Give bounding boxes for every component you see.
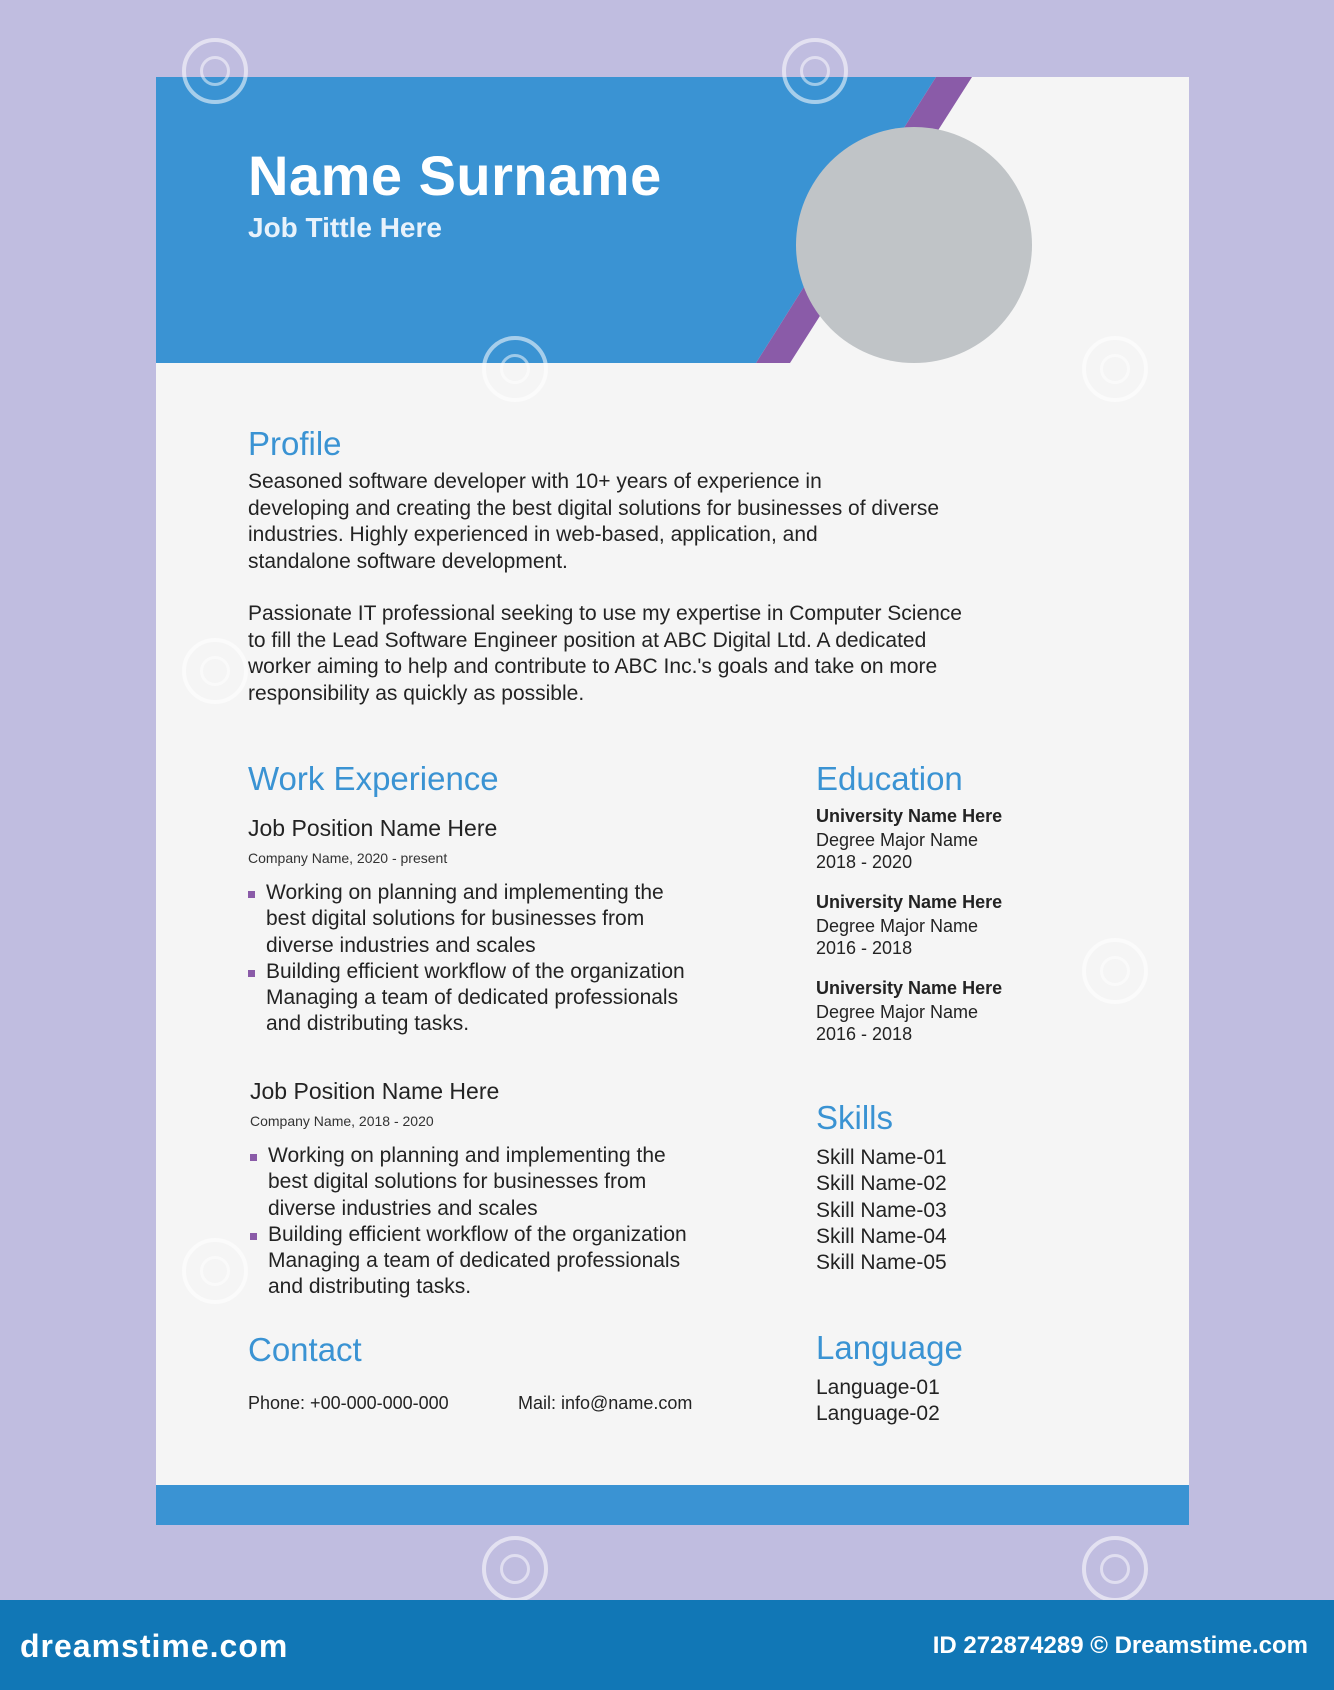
job-bullet (248, 959, 685, 1038)
contact-phone: Phone: +00-000-000-000 (248, 1393, 449, 1413)
skill-item: Skill Name-03 (816, 1198, 947, 1222)
bullet-line: and distributing tasks. (266, 1012, 470, 1036)
profile-line: worker aiming to help and contribute to ABC Inc.'s goals and take on more (248, 655, 938, 678)
watermark-logo: dreamstime.com (20, 1628, 289, 1664)
watermark-id: ID 272874289 © Dreamstime.com (932, 1632, 1308, 1659)
education-years: 2016 - 2018 (816, 1024, 913, 1044)
education-degree: Degree Major Name (816, 830, 979, 850)
bullet-line: Building efficient workflow of the organization (266, 959, 685, 983)
skill-item: Skill Name-02 (816, 1172, 947, 1196)
bullet-square-icon (250, 1154, 257, 1161)
skill-item: Skill Name-01 (816, 1146, 947, 1169)
language-item: Language-01 (816, 1376, 940, 1399)
education-degree: Degree Major Name (816, 1002, 979, 1022)
language-item: Language-02 (816, 1402, 940, 1426)
language-list (816, 1375, 940, 1428)
education-years: 2016 - 2018 (816, 938, 913, 958)
work-experience-heading: Work Experience (248, 760, 499, 797)
skills-list (816, 1145, 947, 1276)
bullet-line: diverse industries and scales (268, 1196, 538, 1220)
education-university: University Name Here (816, 892, 1003, 912)
candidate-job-title: Job Tittle Here (248, 212, 442, 243)
profile-paragraph-1 (248, 469, 939, 575)
profile-photo-placeholder (796, 127, 1032, 363)
bullet-line: best digital solutions for businesses from (266, 907, 645, 931)
job-bullets (248, 880, 685, 1038)
job-position: Job Position Name Here (250, 1078, 500, 1104)
job-bullets (250, 1143, 687, 1301)
profile-line: developing and creating the best digital solutions for businesses of diverse (248, 496, 940, 520)
education-years: 2018 - 2020 (816, 852, 913, 872)
profile-line: to fill the Lead Software Engineer position at ABC Digital Ltd. A dedicated (248, 628, 927, 652)
header-band (156, 77, 1189, 363)
watermark-bar (0, 1600, 1334, 1690)
bullet-square-icon (248, 891, 255, 898)
profile-line: Passionate IT professional seeking to use my expertise in Computer Science (248, 602, 962, 625)
profile-line: standalone software development. (248, 549, 568, 573)
contact-heading: Contact (248, 1331, 362, 1368)
resume-page (156, 77, 1189, 1525)
education-university: University Name Here (816, 978, 1003, 998)
education-degree: Degree Major Name (816, 916, 979, 936)
candidate-name: Name Surname (248, 144, 662, 207)
profile-heading: Profile (248, 425, 342, 462)
bullet-line: Building efficient workflow of the organization (268, 1222, 687, 1246)
job-bullet (248, 880, 685, 959)
bullet-line: Working on planning and implementing the (266, 881, 664, 904)
skill-item: Skill Name-05 (816, 1251, 947, 1275)
bullet-line: diverse industries and scales (266, 933, 536, 957)
footer-stripe (156, 1485, 1189, 1525)
job-bullet (250, 1143, 687, 1222)
bullet-square-icon (248, 970, 255, 977)
bullet-line: and distributing tasks. (268, 1275, 472, 1299)
language-heading: Language (816, 1329, 963, 1366)
job-bullet (250, 1222, 687, 1301)
bullet-line: Managing a team of dedicated professionals (268, 1249, 681, 1273)
profile-paragraph-2 (248, 601, 962, 707)
education-heading: Education (816, 760, 963, 797)
job-company: Company Name, 2020 - present (248, 850, 448, 866)
bullet-line: best digital solutions for businesses from (268, 1170, 647, 1194)
bullet-line: Managing a team of dedicated professionals (266, 986, 679, 1010)
job-company: Company Name, 2018 - 2020 (250, 1113, 434, 1129)
watermark-swirl-icon (482, 1536, 548, 1602)
education-university: University Name Here (816, 806, 1003, 826)
profile-line: responsibility as quickly as possible. (248, 681, 585, 705)
bullet-square-icon (250, 1233, 257, 1240)
bullet-line: Working on planning and implementing the (268, 1144, 666, 1167)
profile-line: industries. Highly experienced in web-based, application, and (248, 523, 818, 546)
contact-mail: Mail: info@name.com (518, 1393, 693, 1413)
skills-heading: Skills (816, 1099, 894, 1136)
profile-line: Seasoned software developer with 10+ years of experience in (248, 470, 822, 493)
watermark-swirl-icon (1082, 1536, 1148, 1602)
job-position: Job Position Name Here (248, 815, 498, 841)
skill-item: Skill Name-04 (816, 1224, 947, 1248)
